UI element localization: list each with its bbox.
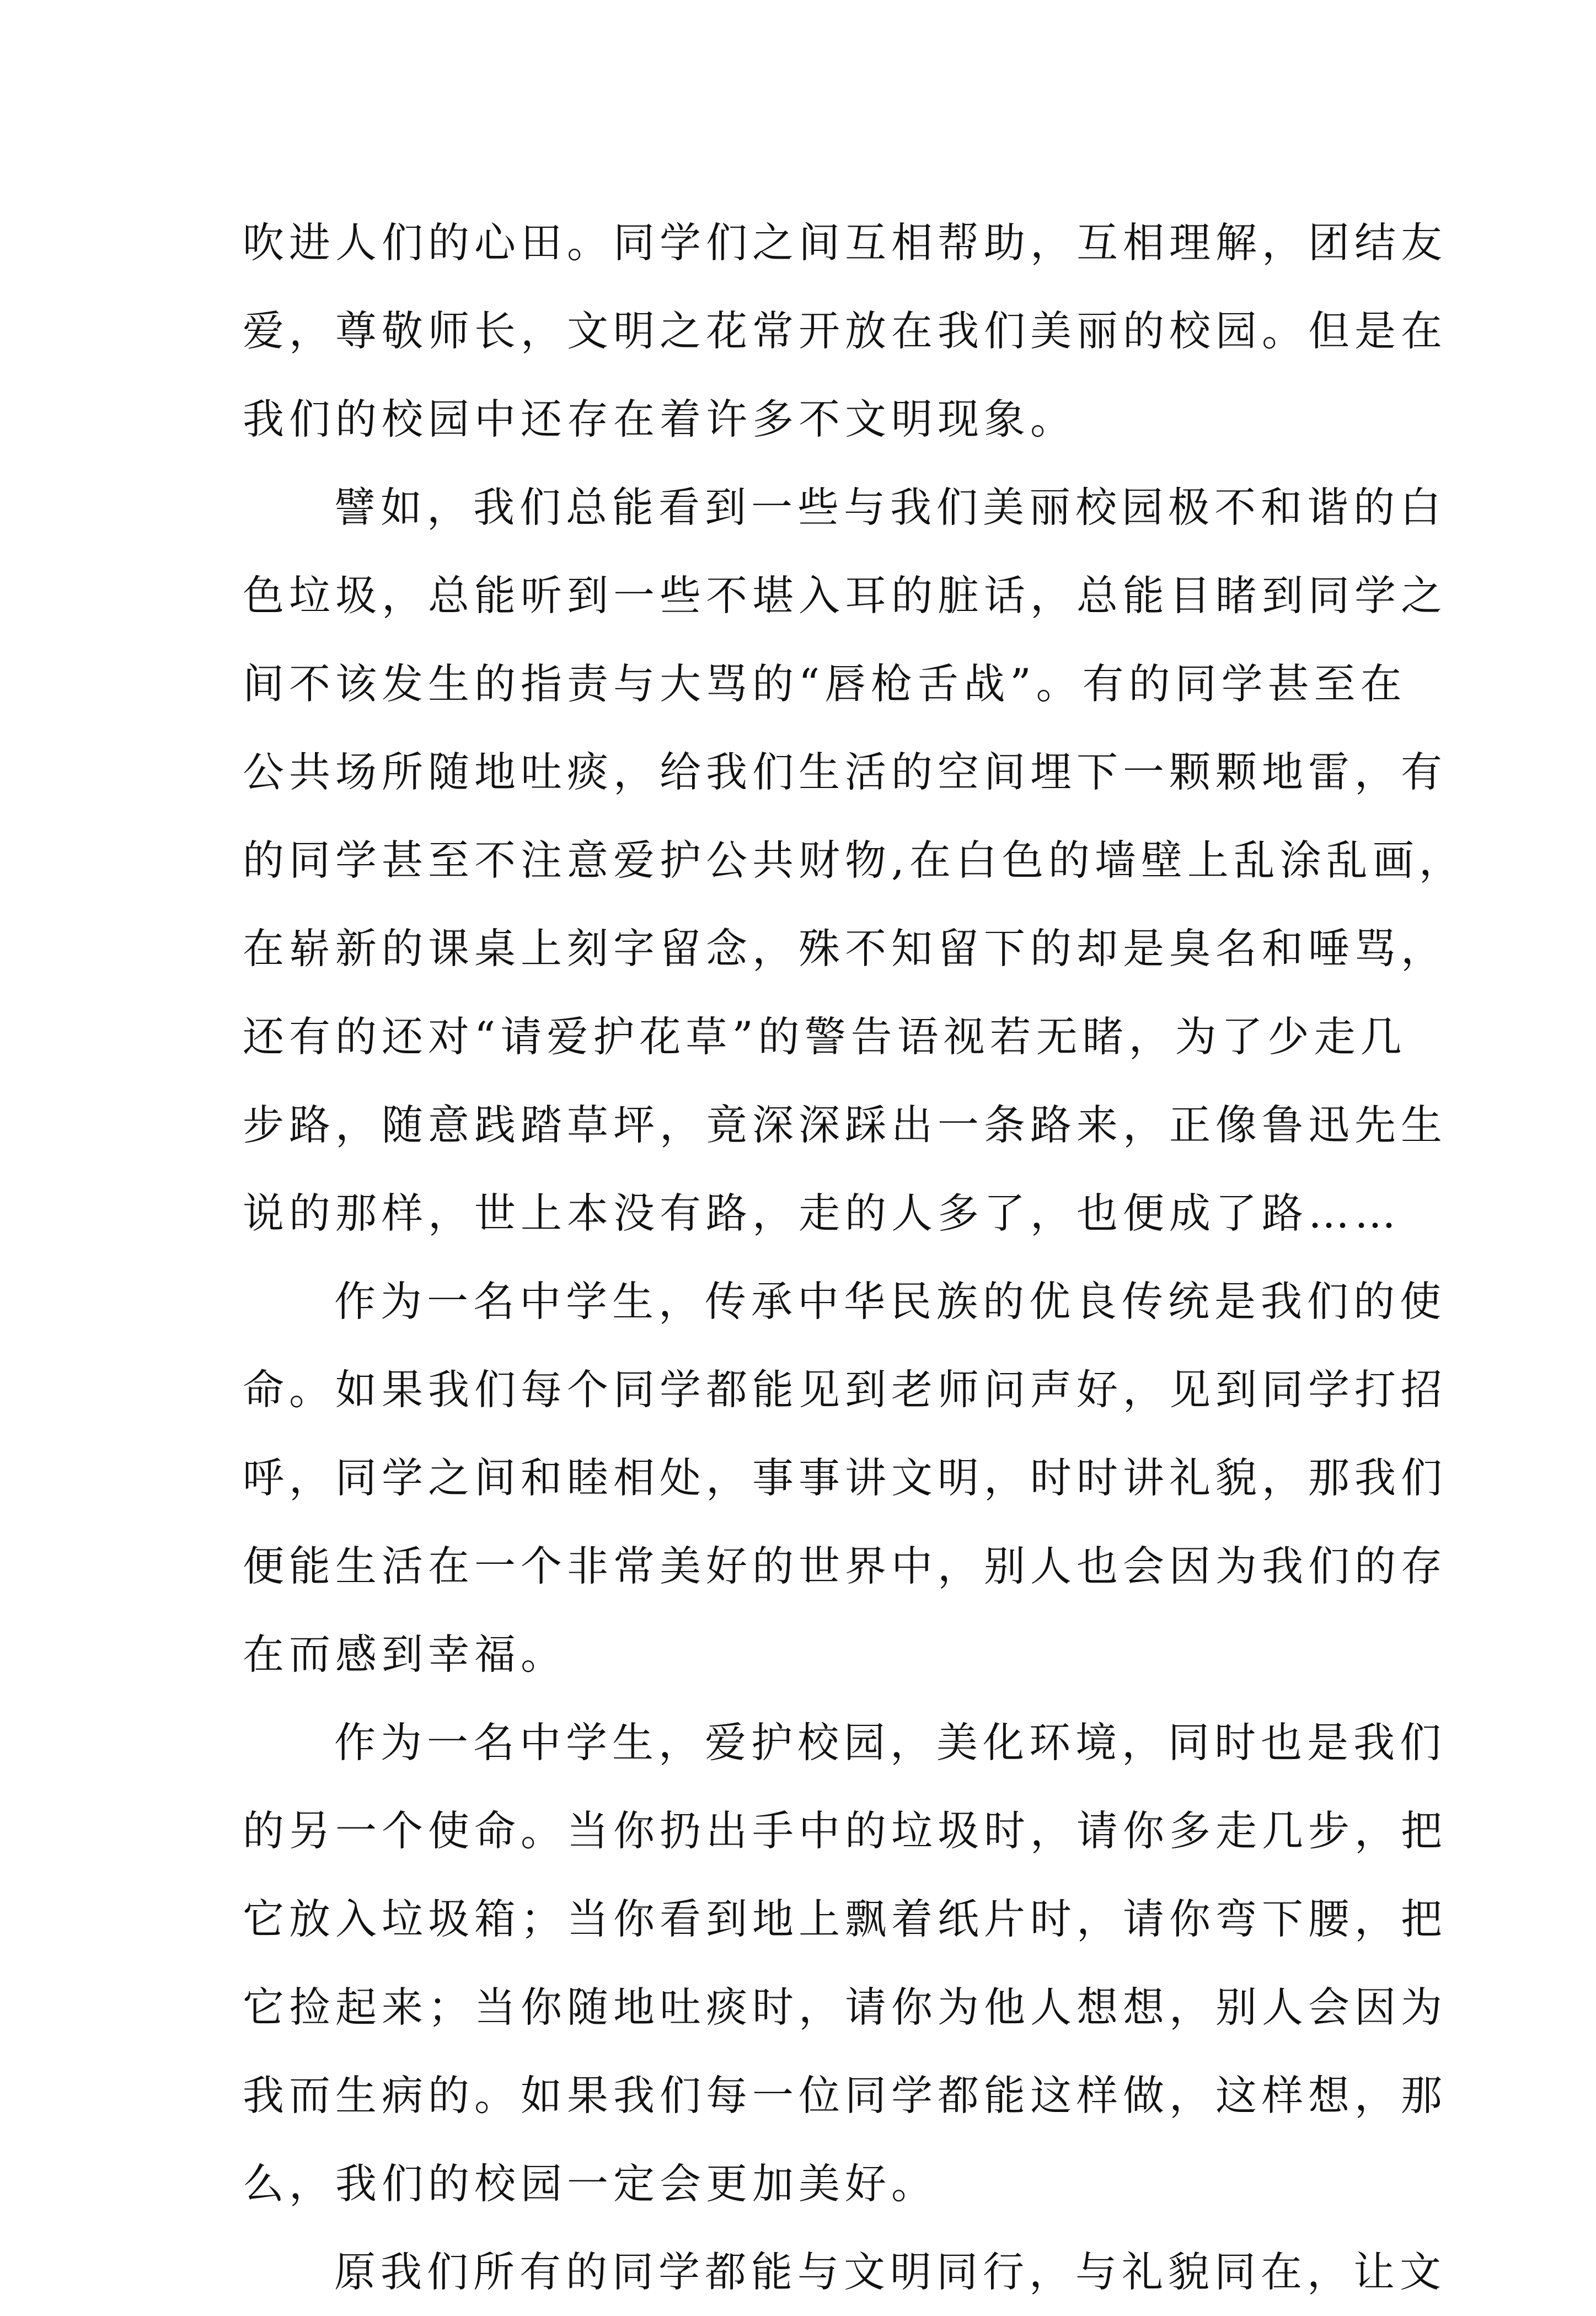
text-line: 的另一个使命。当你扔出手中的垃圾时，请你多走几步，把 bbox=[243, 1806, 1448, 1855]
paragraph-start-line: 原我们所有的同学都能与文明同行，与礼貌同在，让文 bbox=[334, 2248, 1447, 2296]
text-line: 公共场所随地吐痰，给我们生活的空间埋下一颗颗地雷，有 bbox=[243, 748, 1448, 796]
text-line: 它捡起来；当你随地吐痰时，请你为他人想想，别人会因为 bbox=[243, 1983, 1448, 2031]
paragraph-start-line: 作为一名中学生，爱护校园，美化环境，同时也是我们 bbox=[334, 1718, 1447, 1767]
text-line: 我而生病的。如果我们每一位同学都能这样做，这样想，那 bbox=[243, 2071, 1448, 2120]
paragraph-start-line: 作为一名中学生，传承中华民族的优良传统是我们的使 bbox=[334, 1277, 1447, 1326]
text-line: 在而感到幸福。 bbox=[243, 1630, 567, 1679]
text-line: 它放入垃圾箱；当你看到地上飘着纸片时，请你弯下腰，把 bbox=[243, 1895, 1448, 1943]
text-line: 呼，同学之间和睦相处，事事讲文明，时时讲礼貌，那我们 bbox=[243, 1454, 1448, 1502]
text-line: 我们的校园中还存在着许多不文明现象。 bbox=[243, 395, 1077, 443]
text-line: 说的那样，世上本没有路，走的人多了，也便成了路…… bbox=[243, 1189, 1401, 1237]
paragraph-start-line: 譬如，我们总能看到一些与我们美丽校园极不和谐的白 bbox=[334, 483, 1447, 532]
text-line: 吹进人们的心田。同学们之间互相帮助，互相理解，团结友 bbox=[243, 218, 1448, 267]
text-line: 还有的还对“请爱护花草”的警告语视若无睹，为了少走几 bbox=[243, 1012, 1407, 1061]
text-line: 命。如果我们每个同学都能见到老师问声好，见到同学打招 bbox=[243, 1365, 1448, 1414]
text-line: 么，我们的校园一定会更加美好。 bbox=[243, 2159, 938, 2208]
text-line: 色垃圾，总能听到一些不堪入耳的脏话，总能目睹到同学之 bbox=[243, 571, 1448, 620]
text-line: 便能生活在一个非常美好的世界中，别人也会因为我们的存 bbox=[243, 1542, 1448, 1590]
text-line: 在崭新的课桌上刻字留念，殊不知留下的却是臭名和唾骂， bbox=[243, 924, 1448, 973]
text-line: 间不该发生的指责与大骂的“唇枪舌战”。有的同学甚至在 bbox=[243, 660, 1407, 708]
text-line: 的同学甚至不注意爱护公共财物,在白色的墙壁上乱涂乱画， bbox=[243, 836, 1465, 884]
text-line: 步路，随意践踏草坪，竟深深踩出一条路来，正像鲁迅先生 bbox=[243, 1101, 1448, 1149]
document-body bbox=[243, 199, 1465, 2316]
text-line: 爱，尊敬师长，文明之花常开放在我们美丽的校园。但是在 bbox=[243, 307, 1448, 355]
